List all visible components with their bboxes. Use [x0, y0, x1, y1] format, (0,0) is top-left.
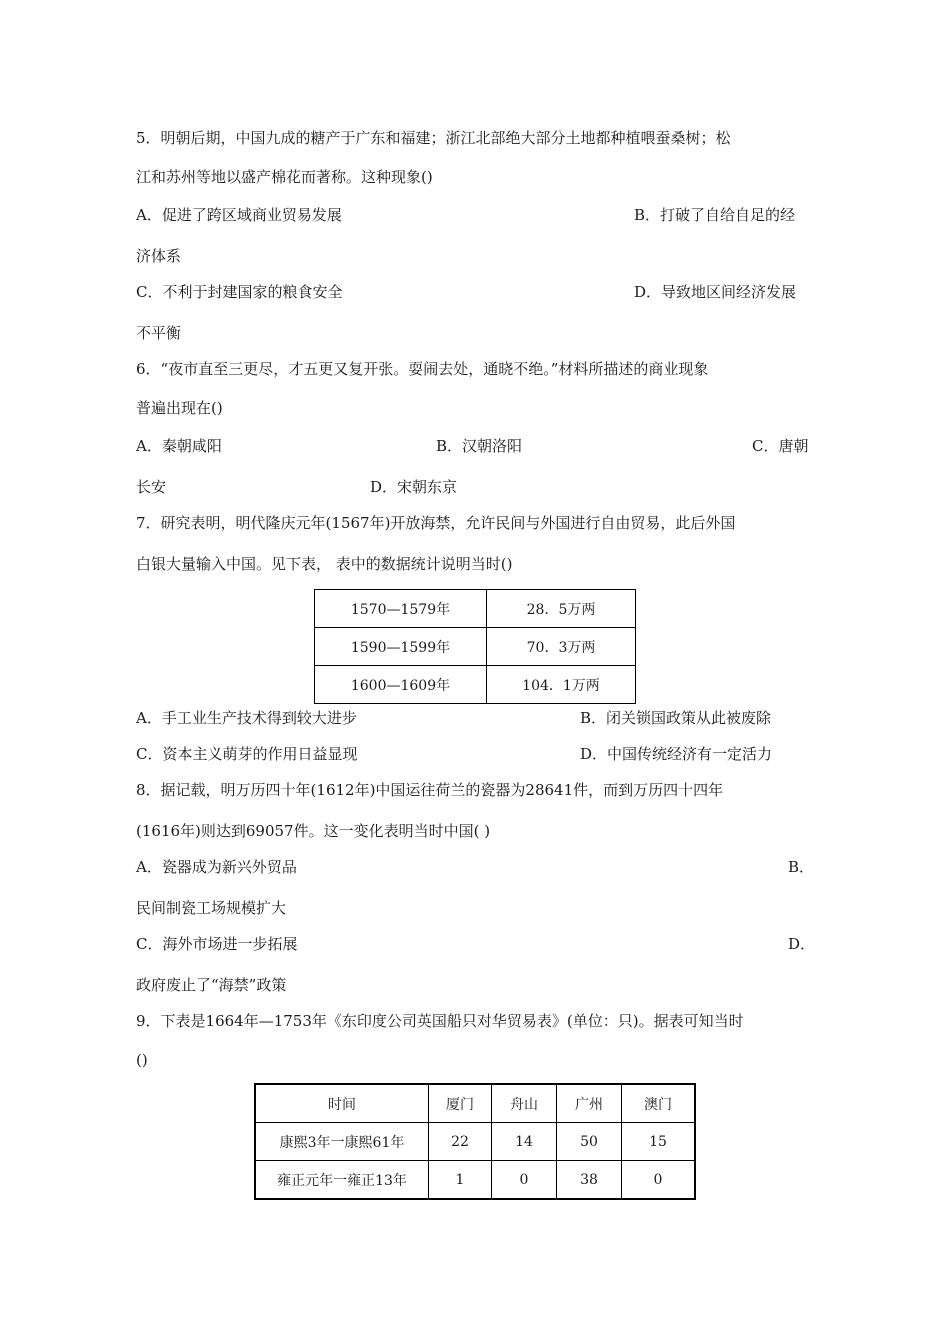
- table-cell: 雍正元年一雍正13年: [255, 1161, 429, 1200]
- q5-stem-line1: 5．明朝后期，中国九成的糖产于广东和福建；浙江北部绝大部分土地都种植喂蚕桑树；松: [136, 129, 731, 147]
- table-cell: 1600—1609年: [315, 666, 487, 704]
- table-cell: 1590—1599年: [315, 628, 487, 666]
- q6-option-b: B．汉朝洛阳: [436, 437, 523, 455]
- q9-stem-line1: 9．下表是1664年—1753年《东印度公司英国船只对华贸易表》(单位：只)。据表可知当时: [136, 1012, 744, 1030]
- q5-option-a: A．促进了跨区域商业贸易发展: [136, 206, 342, 224]
- table-cell: 28．5万两: [487, 590, 636, 628]
- q7-option-b: B．闭关锁国政策从此被废除: [580, 709, 772, 727]
- table-header-cell: 厦门: [429, 1084, 492, 1123]
- table-cell: 22: [429, 1123, 492, 1161]
- table-cell: 1570—1579年: [315, 590, 487, 628]
- table-cell: 14: [492, 1123, 557, 1161]
- q6-option-c: C．唐朝: [752, 437, 809, 455]
- table-cell: 0: [492, 1161, 557, 1200]
- table-cell: 38: [557, 1161, 622, 1200]
- table-row: [315, 628, 636, 666]
- table-cell: 104．1万两: [487, 666, 636, 704]
- q6-stem-line2: 普遍出现在(): [136, 399, 223, 417]
- q6-option-a: A．秦朝咸阳: [136, 437, 222, 455]
- q5-option-c: C．不利于封建国家的粮食安全: [136, 283, 343, 301]
- q7-option-a: A．手工业生产技术得到较大进步: [136, 709, 357, 727]
- q8-option-c: C．海外市场进一步拓展: [136, 935, 298, 953]
- q8-option-b: B．: [788, 858, 815, 876]
- table-row: [255, 1123, 695, 1161]
- table-cell: 50: [557, 1123, 622, 1161]
- q5-option-b-cont: 济体系: [136, 247, 182, 265]
- table-cell: 70．3万两: [487, 628, 636, 666]
- q7-option-c: C．资本主义萌芽的作用日益显现: [136, 745, 358, 763]
- q7-option-d: D．中国传统经济有一定活力: [580, 745, 773, 763]
- table-cell: 0: [622, 1161, 696, 1200]
- q8-stem-line1: 8．据记载，明万历四十年(1612年)中国运往荷兰的瓷器为28641件，而到万历四十四年: [136, 781, 724, 799]
- ship-trade-table: [254, 1083, 696, 1200]
- q5-option-b: B．打破了自给自足的经: [634, 206, 796, 224]
- q8-option-d-cont: 政府废止了“海禁”政策: [136, 976, 287, 994]
- q8-option-a: A．瓷器成为新兴外贸品: [136, 858, 297, 876]
- table-cell: 1: [429, 1161, 492, 1200]
- q5-option-d: D．导致地区间经济发展: [634, 283, 797, 301]
- table-header-cell: 澳门: [622, 1084, 696, 1123]
- table-cell: 康熙3年一康熙61年: [255, 1123, 429, 1161]
- q9-stem-line2: (): [136, 1051, 148, 1069]
- silver-import-table: [314, 589, 636, 704]
- q8-option-b-cont: 民间制瓷工场规模扩大: [136, 899, 287, 917]
- q7-stem-line2: 白银大量输入中国。见下表， 表中的数据统计说明当时(): [136, 555, 513, 573]
- q6-option-d: D．宋朝东京: [370, 478, 458, 496]
- table-header-cell: 广州: [557, 1084, 622, 1123]
- table-row: [315, 590, 636, 628]
- table-row: [315, 666, 636, 704]
- table-row: [255, 1161, 695, 1200]
- q5-option-d-cont: 不平衡: [136, 324, 182, 342]
- q7-stem-line1: 7．研究表明，明代隆庆元年(1567年)开放海禁，允许民间与外国进行自由贸易，此后外国: [136, 514, 736, 532]
- q8-stem-line2: (1616年)则达到69057件。这一变化表明当时中国( ): [136, 822, 491, 840]
- table-header-row: [255, 1084, 695, 1123]
- table-header-cell: 时间: [255, 1084, 429, 1123]
- table-header-cell: 舟山: [492, 1084, 557, 1123]
- q5-stem-line2: 江和苏州等地以盛产棉花而著称。这种现象(): [136, 168, 433, 186]
- q8-option-d: D．: [788, 935, 816, 953]
- table-cell: 15: [622, 1123, 696, 1161]
- q6-option-c-cont: 长安: [136, 478, 167, 496]
- q6-stem-line1: 6．“夜市直至三更尽，才五更又复开张。耍闹去处，通晓不绝。”材料所描述的商业现象: [136, 360, 709, 378]
